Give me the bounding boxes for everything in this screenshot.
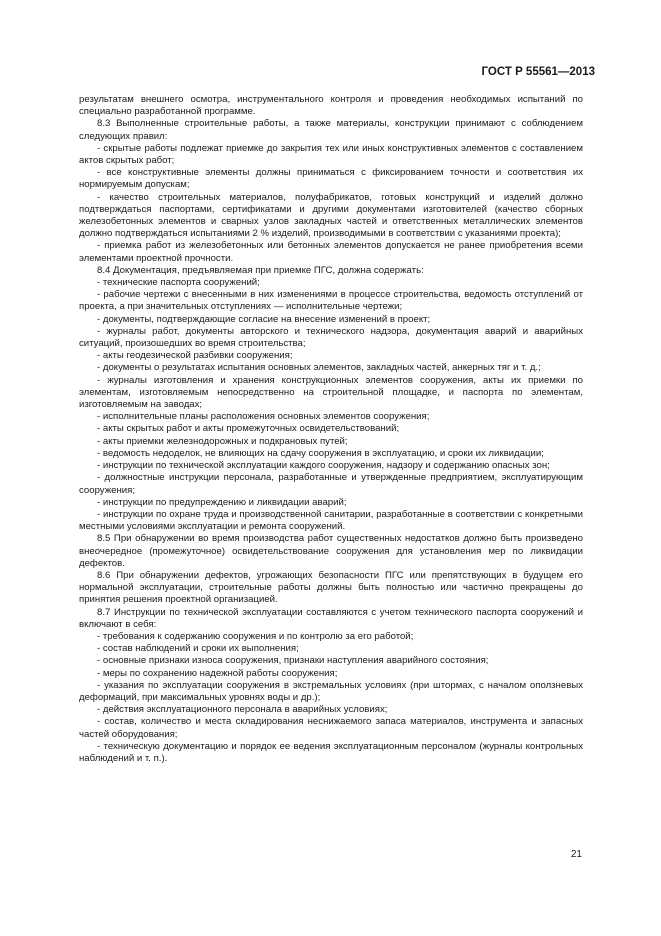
paragraph: - состав наблюдений и сроки их выполнения; (97, 643, 299, 655)
paragraph: 8.3 Выполненные строительные работы, а также материалы, конструкции принимают с соблюдением следующих правил: (79, 118, 583, 142)
paragraph: - меры по сохранению надежной работы сооружения; (97, 667, 338, 679)
document-code-header: ГОСТ Р 55561—2013 (481, 66, 595, 78)
paragraph: - требования к содержанию сооружения и по контролю за его работой; (97, 630, 414, 642)
paragraph: - акты геодезической разбивки сооружения; (97, 350, 293, 362)
paragraph: - журналы изготовления и хранения конструкционных элементов сооружения, акты их приемки по элементам, изготовляемым непосредственно на строительной площадке, и паспорта по элементам, изготовляемым на заводах; (79, 374, 583, 411)
paragraph: 8.5 При обнаружении во время производства работ существенных недостатков должно быть произведено внеочередное (промежуточное) освидетельствование сооружения для установления мер по ликвидации дефектов. (79, 533, 583, 569)
paragraph: результатам внешнего осмотра, инструментального контроля и проведения необходимых испытаний по специально разработанной программе. (79, 94, 583, 118)
paragraph: - документы о результатах испытания основных элементов, закладных частей, анкерных тяг и т. д.; (97, 362, 541, 374)
paragraph: - исполнительные планы расположения основных элементов сооружения; (97, 411, 430, 423)
paragraph: - рабочие чертежи с внесенными в них изменениями в процессе строительства, ведомость отступлений от проекта, а при значительных отступлениях — исполнительные чертежи; (79, 289, 583, 313)
paragraph: - должностные инструкции персонала, разработанные и утвержденные предприятием, эксплуатирующим сооружения; (79, 472, 583, 496)
paragraph: - основные признаки износа сооружения, признаки наступления аварийного состояния; (97, 655, 489, 667)
paragraph: - качество строительных материалов, полуфабрикатов, готовых конструкций и изделий должно подтверждаться паспортами, сертификатами и другими документами изготовителей (качество сборных железобетонных элементов и сварных узлов закладных частей и ответственных металлических элементов должно подтверждаться испытаниями 2 % изделий, производимыми в соответствии с указаниями проекта); (79, 191, 583, 240)
paragraph: - техническую документацию и порядок ее ведения эксплуатационным персоналом (журналы контрольных наблюдений и т. п.). (79, 740, 583, 764)
paragraph: - скрытые работы подлежат приемке до закрытия тех или иных конструктивных элементов с составлением актов скрытых работ; (79, 142, 583, 167)
paragraph: - указания по эксплуатации сооружения в экстремальных условиях (при штормах, с началом оползневых деформаций, при максимальных уровнях воды и др.); (79, 679, 583, 703)
page-number: 21 (570, 849, 582, 860)
paragraph: - технические паспорта сооружений; (97, 277, 260, 289)
paragraph: - документы, подтверждающие согласие на внесение изменений в проект; (97, 313, 431, 325)
paragraph: 8.4 Документация, предъявляемая при приемке ПГС, должна содержать: (97, 264, 424, 276)
paragraph: - акты приемки железнодорожных и подкрановых путей; (97, 435, 348, 447)
paragraph: - все конструктивные элементы должны приниматься с фиксированием точности и соответствия их нормируемым допускам; (79, 167, 583, 191)
document-body (79, 94, 583, 765)
paragraph: 8.7 Инструкции по технической эксплуатации составляются с учетом технического паспорта сооружений и включают в себя: (79, 606, 583, 630)
paragraph: - состав, количество и места складирования неснижаемого запаса материалов, инструмента и запасных частей оборудования; (79, 716, 583, 740)
paragraph: - приемка работ из железобетонных или бетонных элементов допускается не ранее приобретения всеми элементами проектной прочности. (79, 240, 583, 264)
paragraph: - акты скрытых работ и акты промежуточных освидетельствований; (97, 423, 400, 435)
paragraph: - инструкции по охране труда и производственной санитарии, разработанные в соответствии с конкретными местными условиями эксплуатации и ремонта сооружений. (79, 508, 583, 533)
paragraph: 8.6 При обнаружении дефектов, угрожающих безопасности ПГС или препятствующих в будущем его нормальной эксплуатации, строительные работы должны быть полностью или частично прекращены до принятия решения проектной организацией. (79, 569, 583, 606)
paragraph: - инструкции по предупреждению и ликвидации аварий; (97, 496, 347, 508)
paragraph: - журналы работ, документы авторского и технического надзора, документация аварий и аварийных ситуаций, произошедших во время строительства; (79, 325, 583, 350)
paragraph: - инструкции по технической эксплуатации каждого сооружения, надзору и содержанию опасных зон; (97, 460, 550, 472)
paragraph: - действия эксплуатационного персонала в аварийных условиях; (97, 704, 388, 716)
paragraph: - ведомость недоделок, не влияющих на сдачу сооружения в эксплуатацию, и сроки их ликвидации; (97, 447, 544, 459)
